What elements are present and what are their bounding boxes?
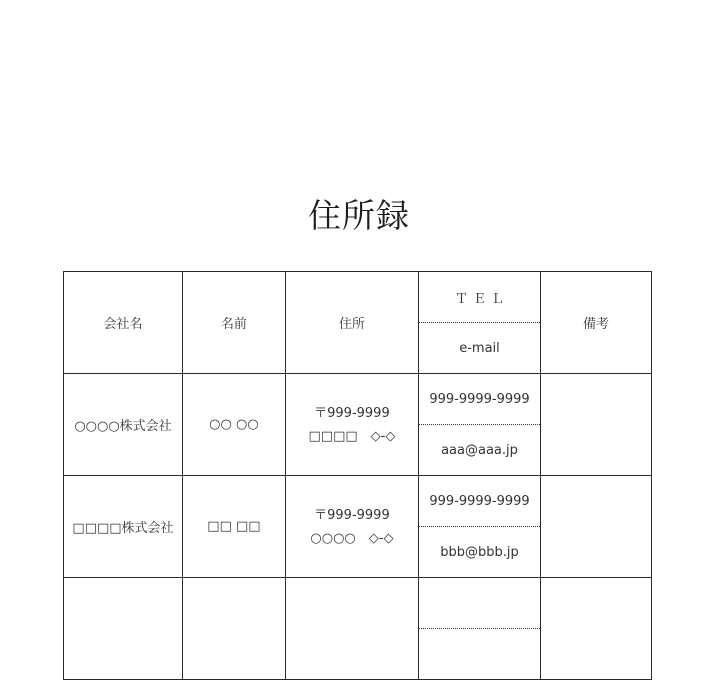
cell-address (285, 476, 418, 578)
page-title: 住所録 (308, 196, 410, 235)
cell-company: ○○○○株式会社 (64, 374, 183, 476)
cell-email: aaa@aaa.jp (441, 442, 518, 458)
address-book-table (63, 271, 652, 680)
street-address: ○○○○ ◇-◇ (310, 530, 394, 546)
cell-tel: 999-9999-9999 (419, 374, 540, 425)
table-row (64, 374, 652, 476)
cell-name (183, 578, 286, 680)
table-row (64, 578, 652, 680)
header-address: 住所 (285, 272, 418, 374)
cell-tel: 999-9999-9999 (419, 476, 540, 527)
header-email: e-mail (459, 340, 500, 356)
street-address: □□□□ ◇-◇ (308, 428, 396, 444)
header-tel: ＴＥＬ (419, 272, 540, 323)
header-contact-cell (418, 272, 540, 374)
cell-contact (418, 578, 540, 680)
postal-code: 〒999-9999 (314, 507, 390, 523)
cell-address (285, 374, 418, 476)
cell-name: ○○ ○○ (183, 374, 286, 476)
header-name: 名前 (183, 272, 286, 374)
table-header-row (64, 272, 652, 374)
cell-company: □□□□株式会社 (64, 476, 183, 578)
cell-note (541, 476, 652, 578)
cell-note (541, 374, 652, 476)
cell-contact (418, 476, 540, 578)
cell-address (285, 578, 418, 680)
header-company: 会社名 (64, 272, 183, 374)
cell-company (64, 578, 183, 680)
header-note: 備考 (541, 272, 652, 374)
cell-tel (419, 578, 540, 629)
cell-contact (418, 374, 540, 476)
table-row (64, 476, 652, 578)
cell-name: □□ □□ (183, 476, 286, 578)
postal-code: 〒999-9999 (314, 405, 390, 421)
cell-email: bbb@bbb.jp (440, 544, 519, 560)
cell-note (541, 578, 652, 680)
